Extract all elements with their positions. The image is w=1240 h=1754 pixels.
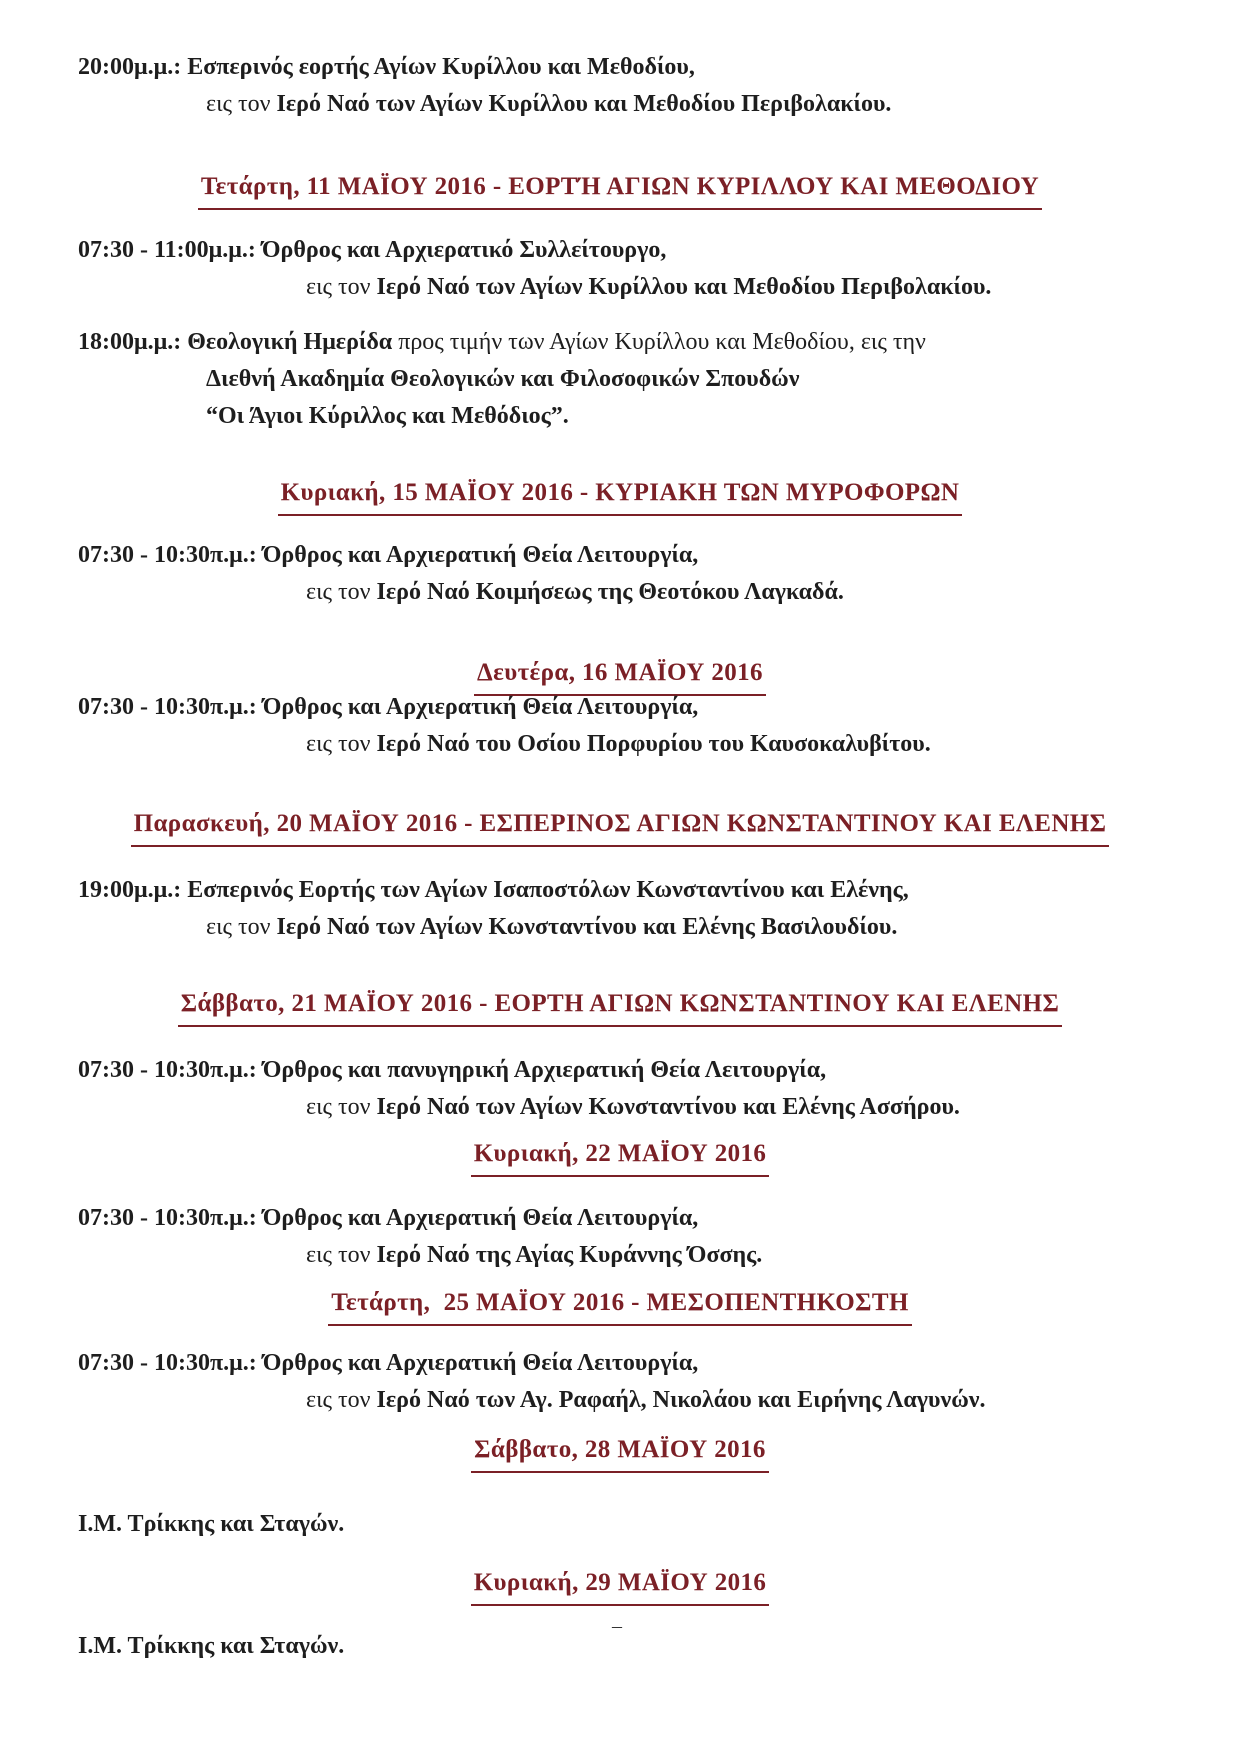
event-location: Ιερό Ναό των Αγ. Ραφαήλ, Νικολάου και Ειρήνης Λαγυνών. — [376, 1387, 986, 1413]
event-line — [206, 361, 1162, 398]
event-entry-liturgy-22-may — [78, 1200, 1162, 1274]
event-prefix: εις τον — [306, 1387, 371, 1413]
event-prefix: εις τον — [306, 579, 371, 605]
event-time: 19:00μ.μ.: — [78, 877, 182, 903]
event-prefix: εις τον — [206, 914, 271, 940]
event-location: Ιερό Ναό των Αγίων Κυρίλλου και Μεθοδίου Περιβολακίου. — [276, 91, 892, 117]
event-line — [306, 269, 1162, 306]
section-heading-11-may — [0, 172, 1240, 210]
section-heading-15-may — [0, 478, 1240, 516]
section-heading-25-may — [0, 1288, 1240, 1326]
event-location: Ιερό Ναό Κοιμήσεως της Θεοτόκου Λαγκαδά. — [376, 579, 844, 605]
section-heading-29-may — [0, 1568, 1240, 1606]
section-heading-22-may — [0, 1139, 1240, 1177]
event-title: Όρθρος και Αρχιερατική Θεία Λειτουργία, — [262, 1205, 699, 1231]
event-prefix: εις τον — [206, 91, 271, 117]
event-line — [78, 1200, 1162, 1237]
event-entry-liturgy-15-may — [78, 537, 1162, 611]
event-line — [306, 1382, 1162, 1419]
event-line — [78, 324, 1162, 361]
section-heading-text: Σάββατο, 21 ΜΑΪΟΥ 2016 - ΕΟΡΤΗ ΑΓΙΩΝ ΚΩΝΣΤΑΝΤΙΝΟΥ ΚΑΙ ΕΛΕΝΗΣ — [178, 989, 1062, 1027]
event-location: Ιερό Ναό των Αγίων Κυρίλλου και Μεθοδίου Περιβολακίου. — [376, 274, 992, 300]
event-time: 07:30 - 10:30π.μ.: — [78, 1205, 257, 1231]
note-text: Ι.Μ. Τρίκκης και Σταγών. — [78, 1511, 345, 1537]
event-subtitle: προς τιμήν των Αγίων Κυρίλλου και Μεθοδίου, εις την — [398, 329, 926, 355]
note-text: Ι.Μ. Τρίκκης και Σταγών. — [78, 1633, 345, 1659]
event-prefix: εις τον — [306, 731, 371, 757]
event-line — [206, 909, 1162, 946]
note-line — [78, 1506, 1162, 1543]
event-line — [78, 537, 1162, 574]
section-heading-text: Κυριακή, 29 ΜΑΪΟΥ 2016 — [471, 1568, 770, 1606]
section-heading-text: Παρασκευή, 20 ΜΑΪΟΥ 2016 - ΕΣΠΕΡΙΝΟΣ ΑΓΙΩΝ ΚΩΝΣΤΑΝΤΙΝΟΥ ΚΑΙ ΕΛΕΝΗΣ — [131, 809, 1110, 847]
event-time: 18:00μ.μ.: — [78, 329, 182, 355]
event-location: Ιερό Ναό της Αγίας Κυράννης Όσσης. — [376, 1242, 763, 1268]
section-heading-text: Τετάρτη, 25 ΜΑΪΟΥ 2016 - ΜΕΣΟΠΕΝΤΗΚΟΣΤΗ — [328, 1288, 912, 1326]
event-location: Ιερό Ναό των Αγίων Κωνσταντίνου και Ελένης Βασιλουδίου. — [276, 914, 898, 940]
event-prefix: εις τον — [306, 1094, 371, 1120]
event-entry-orthros-11-may — [78, 232, 1162, 306]
event-time: 20:00μ.μ.: — [78, 54, 182, 80]
event-topic: “Οι Άγιοι Κύριλλος και Μεθόδιος”. — [206, 403, 569, 429]
event-entry-liturgy-21-may — [78, 1052, 1162, 1126]
event-line — [306, 726, 1162, 763]
event-time: 07:30 - 11:00μ.μ.: — [78, 237, 256, 263]
event-line — [306, 574, 1162, 611]
event-line — [78, 1052, 1162, 1089]
note-monastery-29-may — [78, 1628, 1162, 1665]
event-line — [78, 232, 1162, 269]
event-title: Όρθρος και Αρχιερατική Θεία Λειτουργία, — [262, 1350, 699, 1376]
section-heading-21-may — [0, 989, 1240, 1027]
section-heading-28-may — [0, 1435, 1240, 1473]
section-heading-text: Κυριακή, 22 ΜΑΪΟΥ 2016 — [471, 1139, 770, 1177]
event-title: Εσπερινός εορτής Αγίων Κυρίλλου και Μεθοδίου, — [187, 54, 695, 80]
section-heading-text: Δευτέρα, 16 ΜΑΪΟΥ 2016 — [474, 658, 766, 696]
event-entry-vespers-20-may — [78, 872, 1162, 946]
event-entry-vespers-cyril-methodios — [78, 49, 1162, 123]
section-heading-20-may — [0, 809, 1240, 847]
event-time: 07:30 - 10:30π.μ.: — [78, 694, 257, 720]
event-location: Ιερό Ναό του Οσίου Πορφυρίου του Καυσοκαλυβίτου. — [376, 731, 931, 757]
event-title: Θεολογική Ημερίδα — [187, 329, 393, 355]
event-line — [78, 689, 1162, 726]
event-title: Όρθρος και Αρχιερατικό Συλλείτουργο, — [261, 237, 667, 263]
event-prefix: εις τον — [306, 274, 371, 300]
event-title: Όρθρος και πανυγηρική Αρχιερατική Θεία Λειτουργία, — [262, 1057, 827, 1083]
event-line — [78, 1345, 1162, 1382]
event-time: 07:30 - 10:30π.μ.: — [78, 1350, 257, 1376]
event-line — [306, 1089, 1162, 1126]
event-line — [306, 1237, 1162, 1274]
event-title: Όρθρος και Αρχιερατική Θεία Λειτουργία, — [262, 694, 699, 720]
event-title: Όρθρος και Αρχιερατική Θεία Λειτουργία, — [262, 542, 699, 568]
event-venue: Διεθνή Ακαδημία Θεολογικών και Φιλοσοφικών Σπουδών — [206, 366, 800, 392]
note-monastery-28-may — [78, 1506, 1162, 1543]
event-time: 07:30 - 10:30π.μ.: — [78, 542, 257, 568]
event-location: Ιερό Ναό των Αγίων Κωνσταντίνου και Ελένης Ασσήρου. — [376, 1094, 960, 1120]
section-heading-text: Σάββατο, 28 ΜΑΪΟΥ 2016 — [471, 1435, 769, 1473]
dash-mark: – — [612, 1615, 622, 1637]
event-prefix: εις τον — [306, 1242, 371, 1268]
event-entry-liturgy-16-may — [78, 689, 1162, 763]
event-entry-seminar-11-may — [78, 324, 1162, 435]
note-line — [78, 1628, 1162, 1665]
section-heading-text: Κυριακή, 15 ΜΑΪΟΥ 2016 - ΚΥΡΙΑΚΗ ΤΩΝ ΜΥΡΟΦΟΡΩΝ — [278, 478, 963, 516]
event-entry-liturgy-25-may — [78, 1345, 1162, 1419]
section-heading-text: Τετάρτη, 11 ΜΑΪΟΥ 2016 - ΕΟΡΤΉ ΑΓΙΩΝ ΚΥΡΙΛΛΟΥ ΚΑΙ ΜΕΘΟΔΙΟΥ — [198, 172, 1042, 210]
event-line — [206, 398, 1162, 435]
event-time: 07:30 - 10:30π.μ.: — [78, 1057, 257, 1083]
event-line — [206, 86, 1162, 123]
event-line — [78, 49, 1162, 86]
event-title: Εσπερινός Εορτής των Αγίων Ισαποστόλων Κωνσταντίνου και Ελένης, — [187, 877, 909, 903]
event-line — [78, 872, 1162, 909]
